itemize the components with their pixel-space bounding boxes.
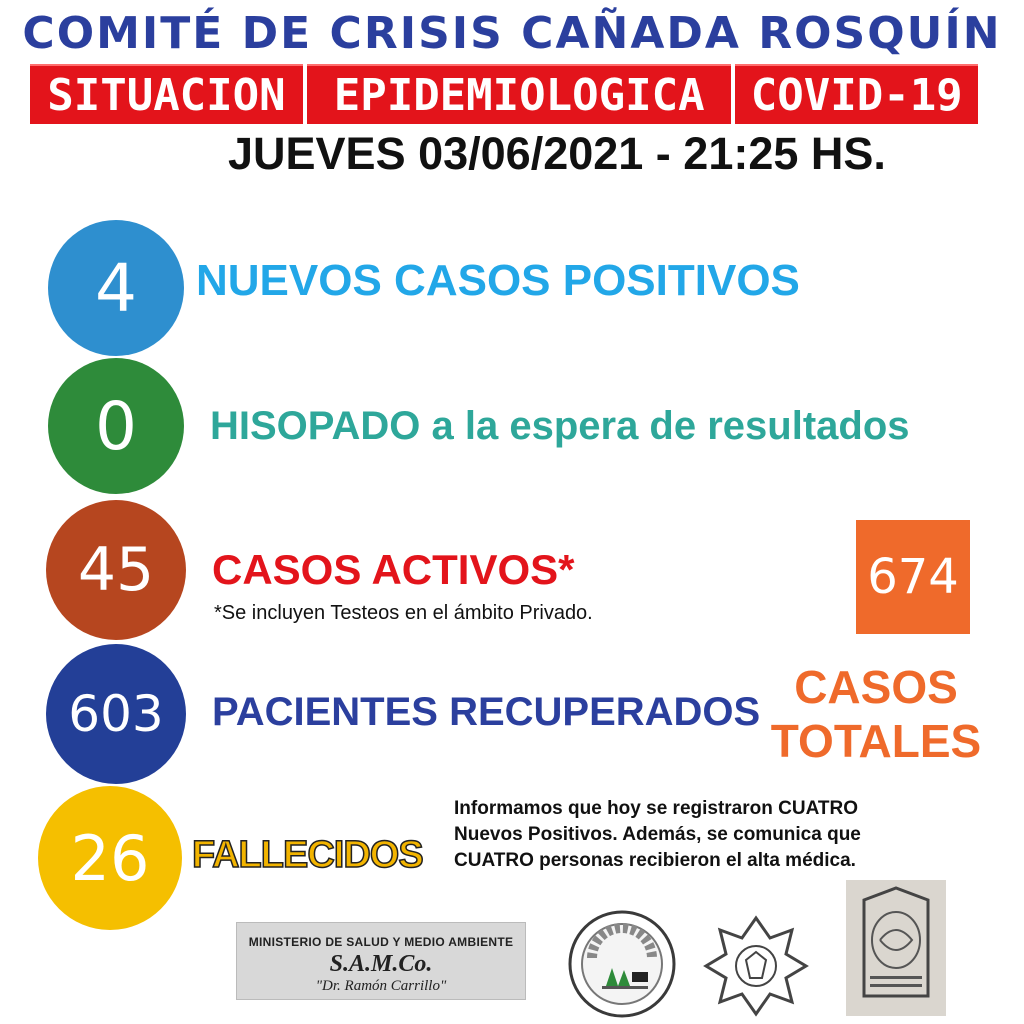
comuna-seal-icon bbox=[566, 908, 678, 1020]
deaths-value: 26 bbox=[70, 821, 150, 895]
pending-swabs-label: HISOPADO a la espera de resultados bbox=[210, 404, 910, 448]
subtitle-word-1: SITUACION bbox=[30, 64, 303, 124]
samco-name: S.A.M.Co. bbox=[329, 951, 433, 977]
samco-doctor: "Dr. Ramón Carrillo" bbox=[315, 978, 447, 994]
maltese-cross-icon bbox=[700, 912, 812, 1018]
comuna-seal-logo bbox=[566, 908, 678, 1020]
total-cases-label-line1: CASOS bbox=[794, 661, 958, 713]
subtitle-banner bbox=[30, 64, 978, 124]
recovered-value: 603 bbox=[68, 685, 164, 743]
info-line-1: Informamos que hoy se registraron CUATRO bbox=[454, 798, 858, 819]
info-text bbox=[454, 796, 1014, 874]
new-cases-value: 4 bbox=[95, 249, 137, 327]
police-stamp-logo bbox=[846, 880, 946, 1016]
deaths-circle bbox=[38, 786, 182, 930]
info-line-2: Nuevos Positivos. Además, se comunica que bbox=[454, 824, 861, 845]
active-cases-label: CASOS ACTIVOS* bbox=[212, 546, 575, 593]
pending-swabs-value: 0 bbox=[95, 387, 137, 465]
total-cases-box bbox=[856, 520, 970, 634]
samco-ministry: MINISTERIO DE SALUD Y MEDIO AMBIENTE bbox=[248, 935, 514, 949]
subtitle-word-3: COVID-19 bbox=[735, 64, 978, 124]
new-cases-label: NUEVOS CASOS POSITIVOS bbox=[196, 256, 800, 305]
report-date: JUEVES 03/06/2021 - 21:25 HS. bbox=[228, 128, 886, 179]
deaths-label: FALLECIDOS bbox=[192, 834, 423, 876]
total-cases-value: 674 bbox=[867, 549, 959, 605]
recovered-label: PACIENTES RECUPERADOS bbox=[212, 690, 761, 734]
police-stamp-icon bbox=[846, 880, 946, 1016]
recovered-circle bbox=[46, 644, 186, 784]
total-cases-label bbox=[770, 660, 982, 768]
samco-logo bbox=[236, 922, 526, 1000]
committee-title: COMITÉ DE CRISIS CAÑADA ROSQUÍN bbox=[22, 8, 1002, 59]
active-cases-circle bbox=[46, 500, 186, 640]
subtitle-word-2: EPIDEMIOLOGICA bbox=[307, 64, 732, 124]
new-cases-circle bbox=[48, 220, 184, 356]
info-line-3: CUATRO personas recibieron el alta médica. bbox=[454, 850, 856, 871]
active-cases-value: 45 bbox=[77, 535, 155, 605]
firefighters-logo bbox=[700, 912, 812, 1018]
pending-swabs-circle bbox=[48, 358, 184, 494]
total-cases-label-line2: TOTALES bbox=[770, 715, 982, 767]
active-cases-note: *Se incluyen Testeos en el ámbito Privado. bbox=[214, 602, 593, 624]
